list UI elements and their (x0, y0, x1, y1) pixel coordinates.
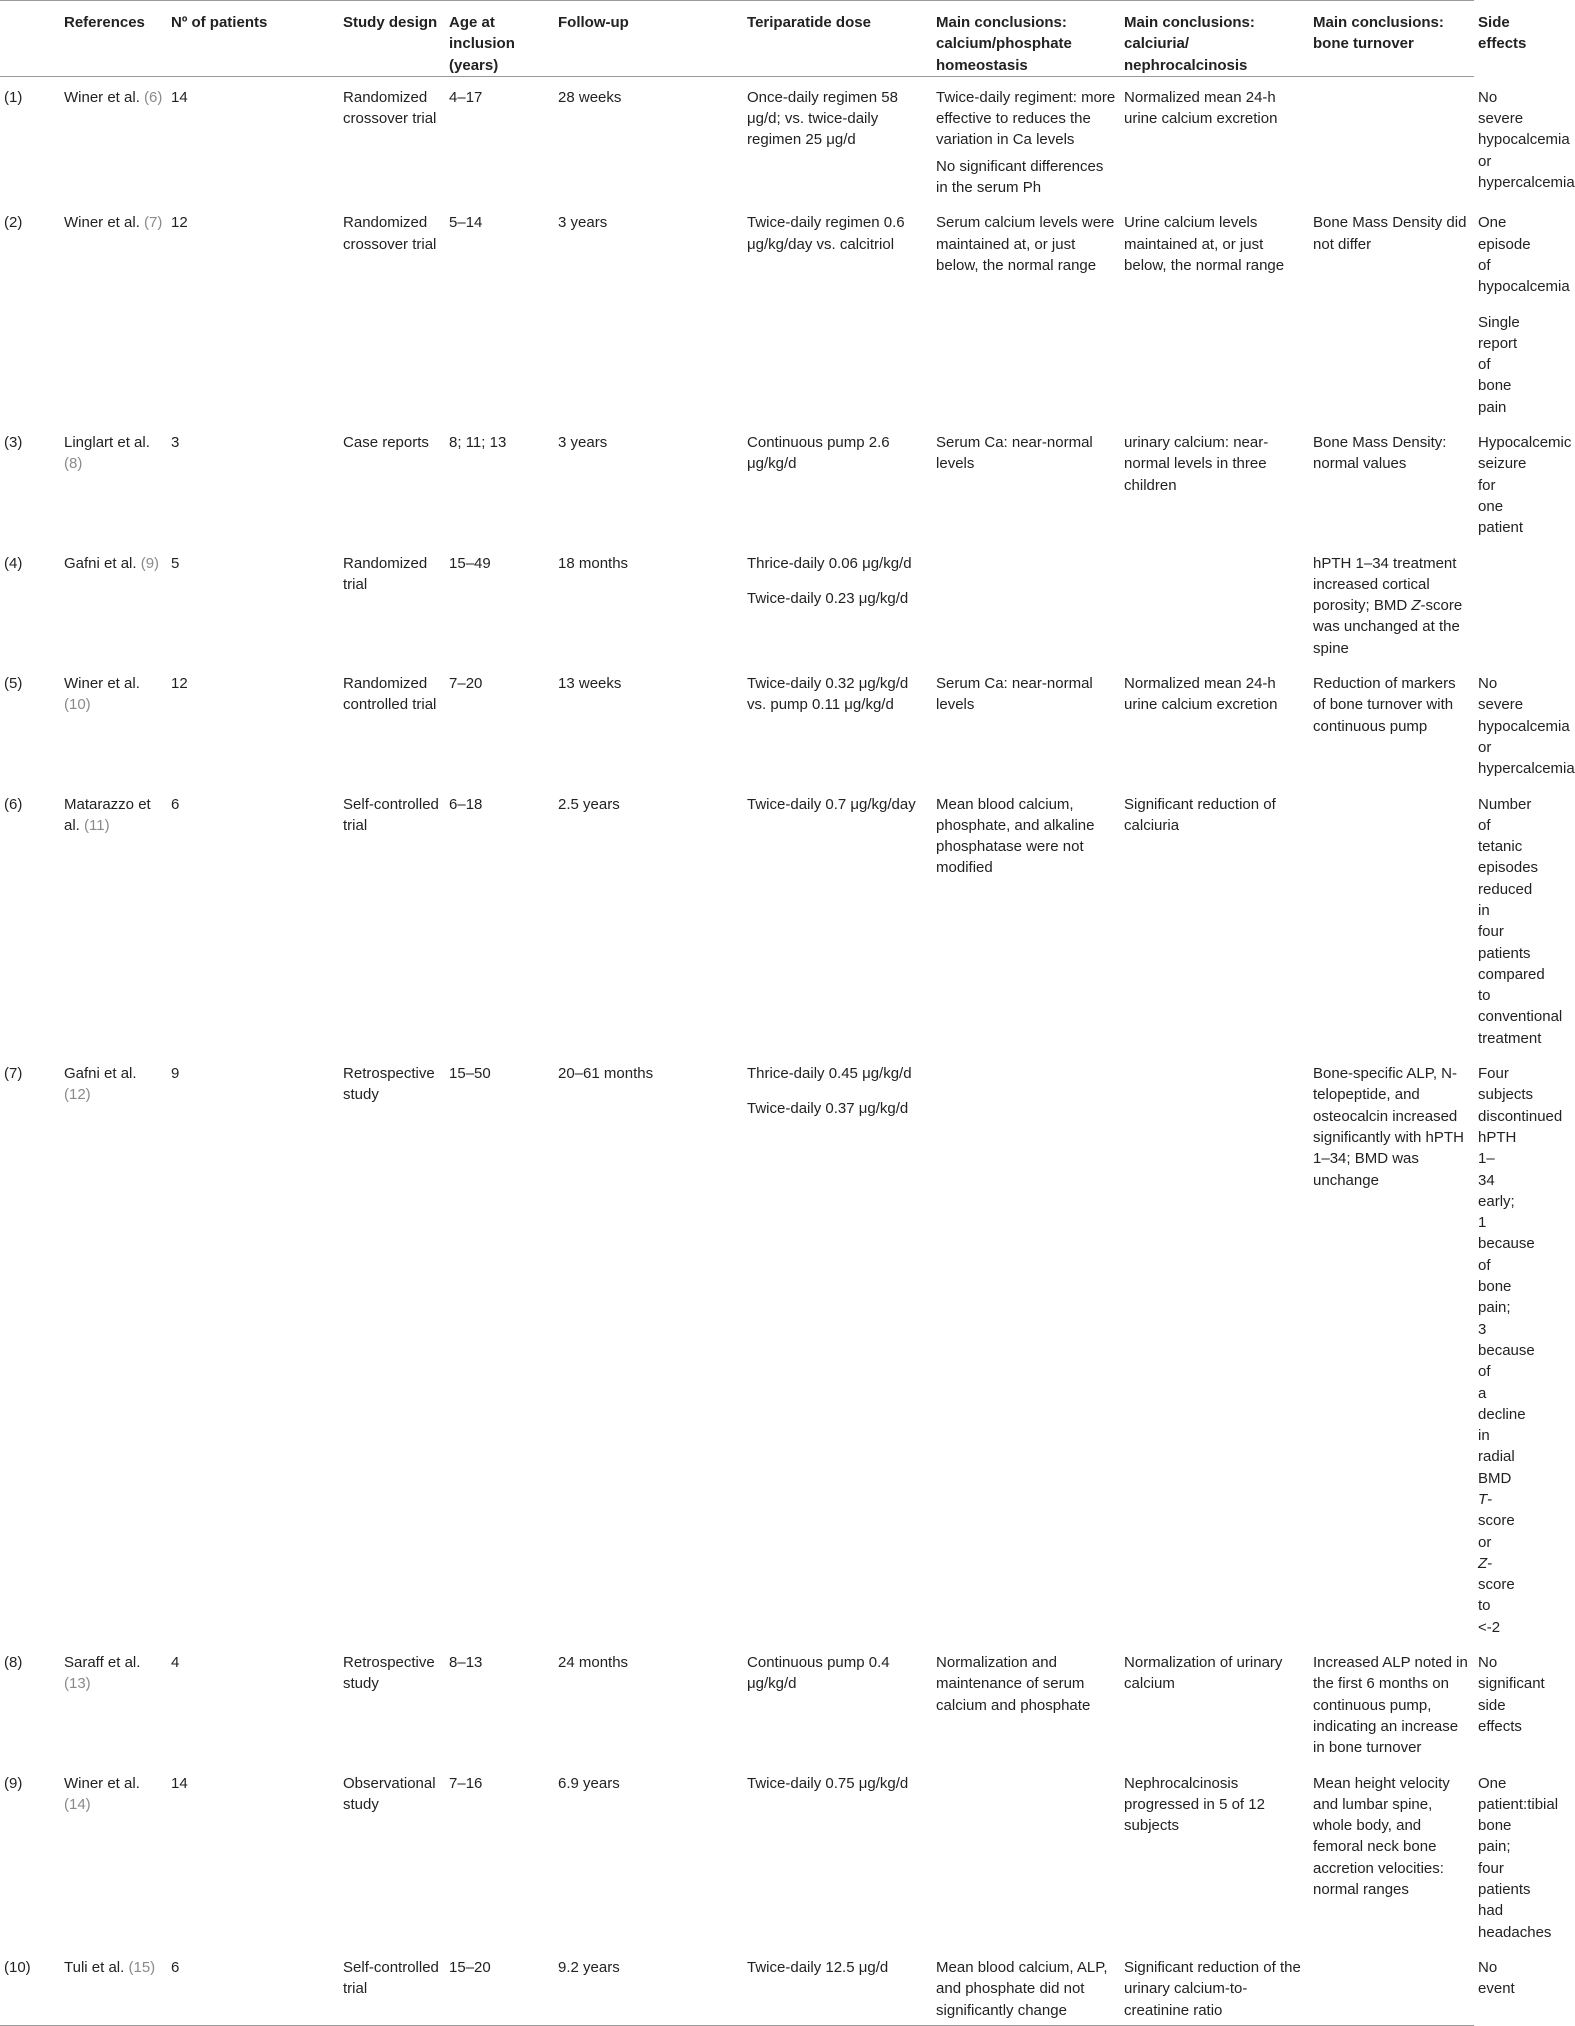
reference-link: (12) (64, 1086, 91, 1104)
author-name: Saraff et al. (64, 1654, 141, 1672)
teriparatide-dose (743, 784, 932, 1054)
study-reference (60, 422, 167, 542)
study-design (339, 1642, 445, 1762)
follow-up (554, 1763, 743, 1947)
bone-turnover-conclusion (1309, 422, 1474, 542)
patient-count (167, 784, 339, 1054)
age-at-inclusion (445, 1053, 554, 1642)
age-value: 5–14 (449, 214, 483, 232)
bone-turnover-conclusion-item: Mean height velocity and lumbar spine, whole body, and femoral neck bone accretion velocities: normal ranges (1313, 1774, 1450, 1899)
teriparatide-dose (743, 543, 932, 663)
calcium-phosphate-conclusion-item: Mean blood calcium, phosphate, and alkaline phosphatase were not modified (936, 795, 1095, 877)
reference-link: (8) (64, 455, 83, 473)
bone-turnover-conclusion (1309, 202, 1474, 422)
patient-count (167, 543, 339, 663)
patient-count (167, 422, 339, 542)
follow-up (554, 1947, 743, 2025)
patients-value: 14 (171, 88, 188, 106)
table-row (0, 543, 1474, 663)
patient-count (167, 76, 339, 202)
teriparatide-dose-item: Twice-daily 0.7 μg/kg/day (747, 795, 916, 813)
study-index (0, 1053, 60, 1642)
calciuria-conclusion-item: Normalized mean 24-h urine calcium excretion (1124, 675, 1278, 714)
calciuria-conclusion-item: Urine calcium levels maintained at, or just below, the normal range (1124, 214, 1285, 274)
calcium-phosphate-conclusion-item: Mean blood calcium, ALP, and phosphate did not significantly change (936, 1958, 1108, 2019)
side-effects-fragment: -score to <-2 (1478, 1554, 1515, 1636)
follow-up (554, 1642, 743, 1762)
follow-up (554, 76, 743, 202)
bone-turnover-conclusion (1309, 1053, 1474, 1642)
bone-turnover-conclusion-item: Bone Mass Density: normal values (1313, 434, 1447, 473)
study-number: (5) (4, 675, 23, 693)
followup-value: 3 years (558, 434, 608, 452)
teriparatide-dose (743, 1947, 932, 2025)
bone-turnover-conclusion-fragment: Z (1411, 597, 1421, 615)
follow-up (554, 422, 743, 542)
patients-value: 12 (171, 214, 188, 232)
study-design (339, 202, 445, 422)
bone-turnover-conclusion (1309, 543, 1474, 663)
side-effects-item: No significant side effects (1478, 1654, 1545, 1735)
followup-value: 28 weeks (558, 88, 622, 106)
teriparatide-dose-item: Twice-daily regimen 0.6 μg/kg/day vs. calcitriol (747, 214, 905, 253)
calciuria-conclusion-item: Nephrocalcinosis progressed in 5 of 12 subjects (1124, 1774, 1265, 1835)
bone-turnover-conclusion-item: Bone Mass Density did not differ (1313, 214, 1467, 253)
age-value: 15–50 (449, 1065, 491, 1083)
design-value: Retrospective study (343, 1065, 435, 1104)
teriparatide-dose-item: Twice-daily 0.32 μg/kg/d vs. pump 0.11 μg/kg/d (747, 675, 909, 714)
followup-value: 6.9 years (558, 1774, 620, 1792)
age-at-inclusion (445, 1642, 554, 1762)
teriparatide-dose-item: Continuous pump 2.6 μg/kg/d (747, 434, 890, 473)
calcium-phosphate-conclusion-item: Serum calcium levels were maintained at, or just below, the normal range (936, 214, 1115, 274)
header-calcium-phosphate: Main conclusions: calcium/phosphate homeostasis (932, 1, 1120, 77)
reference-link: (13) (64, 1675, 91, 1693)
followup-value: 9.2 years (558, 1958, 620, 1976)
study-reference (60, 202, 167, 422)
bone-turnover-conclusion-item: Reduction of markers of bone turnover with continuous pump (1313, 675, 1456, 735)
calcium-phosphate-conclusion (932, 784, 1120, 1054)
table-row (0, 663, 1474, 783)
bone-turnover-conclusion (1309, 1763, 1474, 1947)
bone-turnover-conclusion (1309, 1947, 1474, 2025)
study-reference (60, 543, 167, 663)
calcium-phosphate-conclusion (932, 76, 1120, 202)
study-reference (60, 76, 167, 202)
calciuria-conclusion (1120, 202, 1309, 422)
design-value: Observational study (343, 1774, 436, 1813)
header-study-design: Study design (339, 1, 445, 77)
calciuria-conclusion (1120, 1763, 1309, 1947)
author-name: Gafni et al. (64, 1065, 137, 1083)
study-number: (6) (4, 795, 23, 813)
followup-value: 18 months (558, 554, 629, 572)
design-value: Retrospective study (343, 1654, 435, 1693)
table-row (0, 784, 1474, 1054)
design-value: Case reports (343, 434, 429, 452)
calcium-phosphate-conclusion (932, 1642, 1120, 1762)
follow-up (554, 543, 743, 663)
study-number: (10) (4, 1958, 31, 1976)
header-index (0, 1, 60, 77)
teriparatide-dose (743, 76, 932, 202)
header-age: Age at inclusion (years) (445, 1, 554, 77)
calcium-phosphate-conclusion (932, 1053, 1120, 1642)
teriparatide-dose (743, 202, 932, 422)
teriparatide-dose-item: Twice-daily 12.5 μg/d (747, 1958, 889, 1976)
calcium-phosphate-conclusion-item: Serum Ca: near-normal levels (936, 434, 1093, 473)
study-index (0, 1642, 60, 1762)
age-at-inclusion (445, 1947, 554, 2025)
design-value: Randomized crossover trial (343, 214, 437, 253)
followup-value: 2.5 years (558, 795, 620, 813)
teriparatide-dose-item: Thrice-daily 0.06 μg/kg/d (747, 554, 912, 572)
study-index (0, 543, 60, 663)
bone-turnover-conclusion (1309, 76, 1474, 202)
side-effects-fragment: -score or (1478, 1491, 1515, 1551)
patients-value: 5 (171, 554, 180, 572)
study-index (0, 1947, 60, 2025)
header-patients: Nº of patients (167, 1, 339, 77)
calciuria-conclusion (1120, 784, 1309, 1054)
author-name: Matarazzo et al. (64, 795, 151, 834)
age-value: 8; 11; 13 (449, 434, 507, 452)
patient-count (167, 202, 339, 422)
study-reference (60, 1947, 167, 2025)
patient-count (167, 1053, 339, 1642)
study-design (339, 422, 445, 542)
design-value: Self-controlled trial (343, 1958, 439, 1998)
study-design (339, 663, 445, 783)
age-value: 15–49 (449, 554, 491, 572)
calcium-phosphate-conclusion (932, 663, 1120, 783)
calcium-phosphate-conclusion (932, 422, 1120, 542)
age-value: 8–13 (449, 1654, 483, 1672)
bone-turnover-conclusion-item: Increased ALP noted in the first 6 months on continuous pump, indicating an increase in bone turnover (1313, 1654, 1468, 1757)
table-row (0, 1947, 1474, 2025)
study-number: (3) (4, 434, 23, 452)
calcium-phosphate-conclusion (932, 202, 1120, 422)
author-name: Linglart et al. (64, 434, 150, 452)
calcium-phosphate-conclusion-item: Twice-daily regiment: more effective to reduces the variation in Ca levels (936, 88, 1116, 149)
side-effects-item: No severe hypocalcemia or hypercalcemia (1478, 88, 1575, 192)
study-reference (60, 784, 167, 1054)
reference-link: (10) (64, 696, 91, 714)
side-effects-item: Hypocalcemic seizure for one patient (1478, 434, 1572, 537)
followup-value: 24 months (558, 1654, 629, 1672)
age-value: 7–20 (449, 675, 483, 693)
table-row (0, 76, 1474, 202)
study-index (0, 663, 60, 783)
age-at-inclusion (445, 784, 554, 1054)
table-row (0, 1642, 1474, 1762)
calciuria-conclusion (1120, 422, 1309, 542)
patients-value: 14 (171, 1774, 188, 1792)
study-index (0, 76, 60, 202)
header-row: References Nº of patients Study design Age at inclusion (years) Follow-up Teriparatide dose Main conclusions: calcium/phosphate homeostasis Main conclusions: calciuria/ nephrocalcinosis Main conclusions: bone turnover Side effects (0, 1, 1474, 77)
side-effects-item: No severe hypocalcemia or hypercalcemia (1478, 675, 1575, 778)
study-reference (60, 1053, 167, 1642)
bone-turnover-conclusion (1309, 784, 1474, 1054)
reference-link: (11) (84, 816, 110, 834)
side-effects-item: Number of tetanic episodes reduced in four patients compared to conventional treatment (1478, 795, 1563, 1047)
study-number: (8) (4, 1654, 23, 1672)
side-effects-fragment: Four subjects discontinued hPTH 1–34 early; 1 because of bone pain; 3 because of a decline in radial BMD (1478, 1065, 1563, 1487)
patients-value: 3 (171, 434, 180, 452)
calcium-phosphate-conclusion-item: Normalization and maintenance of serum calcium and phosphate (936, 1654, 1091, 1714)
patient-count (167, 1642, 339, 1762)
bone-turnover-conclusion (1309, 1642, 1474, 1762)
study-number: (2) (4, 214, 23, 232)
follow-up (554, 663, 743, 783)
study-design (339, 784, 445, 1054)
patients-value: 12 (171, 675, 188, 693)
followup-value: 3 years (558, 214, 608, 232)
side-effects-item: No event (1478, 1958, 1515, 1998)
reference-link: (7) (144, 214, 163, 232)
teriparatide-dose (743, 663, 932, 783)
age-value: 6–18 (449, 795, 483, 813)
table-header (0, 1, 1527, 77)
age-at-inclusion (445, 543, 554, 663)
teriparatide-dose (743, 422, 932, 542)
calciuria-conclusion-item: Significant reduction of calciuria (1124, 795, 1276, 834)
table-row (0, 1053, 1474, 1642)
follow-up (554, 202, 743, 422)
followup-value: 13 weeks (558, 675, 622, 693)
header-references: References (60, 1, 167, 77)
bone-turnover-conclusion-fragment: hPTH 1–34 treatment increased cortical porosity; BMD (1313, 554, 1457, 615)
follow-up (554, 784, 743, 1054)
teriparatide-dose (743, 1763, 932, 1947)
calciuria-conclusion (1120, 543, 1309, 663)
author-name: Winer et al. (64, 214, 140, 232)
calciuria-conclusion (1120, 76, 1309, 202)
side-effects-item: One patient:tibial bone pain; four patients had headaches (1478, 1774, 1559, 1941)
age-value: 15–20 (449, 1958, 491, 1976)
header-dose: Teriparatide dose (743, 1, 932, 77)
calciuria-conclusion-item: Normalization of urinary calcium (1124, 1654, 1283, 1693)
reference-link: (14) (64, 1795, 91, 1813)
table-row (0, 1763, 1474, 1947)
study-number: (7) (4, 1065, 23, 1083)
patients-value: 4 (171, 1654, 180, 1672)
teriparatide-dose-item: Twice-daily 0.75 μg/kg/d (747, 1774, 909, 1792)
table-body (0, 76, 1575, 2025)
study-index (0, 1763, 60, 1947)
header-bone-turnover: Main conclusions: bone turnover (1309, 1, 1474, 77)
calciuria-conclusion-item: Significant reduction of the urinary calcium-to-creatinine ratio (1124, 1958, 1301, 2019)
study-design (339, 76, 445, 202)
age-value: 7–16 (449, 1774, 483, 1792)
design-value: Randomized trial (343, 554, 428, 593)
patient-count (167, 663, 339, 783)
calciuria-conclusion-item: urinary calcium: near-normal levels in three children (1124, 434, 1269, 494)
header-follow-up: Follow-up (554, 1, 743, 77)
calcium-phosphate-conclusion (932, 1947, 1120, 2025)
patients-value: 6 (171, 795, 180, 813)
teriparatide-dose-item: Twice-daily 0.37 μg/kg/d (747, 1100, 909, 1118)
calcium-phosphate-conclusion-item: No significant differences in the serum Ph (936, 157, 1104, 197)
side-effects-fragment: T (1478, 1491, 1488, 1508)
calcium-phosphate-conclusion (932, 543, 1120, 663)
calciuria-conclusion (1120, 1053, 1309, 1642)
author-name: Winer et al. (64, 88, 140, 106)
study-design (339, 1053, 445, 1642)
header-calciuria: Main conclusions: calciuria/ nephrocalcinosis (1120, 1, 1309, 77)
reference-link: (15) (128, 1958, 156, 1976)
study-index (0, 202, 60, 422)
study-number: (9) (4, 1774, 23, 1792)
calciuria-conclusion (1120, 663, 1309, 783)
study-index (0, 784, 60, 1054)
patient-count (167, 1763, 339, 1947)
study-reference (60, 663, 167, 783)
author-name: Winer et al. (64, 1774, 140, 1792)
study-reference (60, 1642, 167, 1762)
calciuria-conclusion (1120, 1947, 1309, 2025)
followup-value: 20–61 months (558, 1065, 654, 1083)
teriparatide-dose-item: Once-daily regimen 58 μg/d; vs. twice-daily regimen 25 μg/d (747, 88, 898, 149)
calcium-phosphate-conclusion (932, 1763, 1120, 1947)
reference-link: (6) (144, 88, 163, 106)
patient-count (167, 1947, 339, 2025)
table-row (0, 422, 1474, 542)
patients-value: 6 (171, 1958, 180, 1976)
design-value: Randomized crossover trial (343, 88, 437, 128)
age-at-inclusion (445, 202, 554, 422)
author-name: Tuli et al. (64, 1958, 125, 1976)
study-index (0, 422, 60, 542)
study-number: (1) (4, 88, 23, 106)
study-number: (4) (4, 554, 23, 572)
calciuria-conclusion-item: Normalized mean 24-h urine calcium excretion (1124, 88, 1278, 128)
follow-up (554, 1053, 743, 1642)
reference-link: (9) (140, 554, 160, 572)
author-name: Winer et al. (64, 675, 140, 693)
side-effects-fragment: Z (1478, 1554, 1488, 1572)
teriparatide-dose (743, 1642, 932, 1762)
bone-turnover-conclusion (1309, 663, 1474, 783)
age-at-inclusion (445, 663, 554, 783)
teriparatide-dose-item: Thrice-daily 0.45 μg/kg/d (747, 1065, 912, 1083)
bone-turnover-conclusion-fragment: -score was unchanged at the spine (1313, 597, 1463, 657)
study-reference (60, 1763, 167, 1947)
age-at-inclusion (445, 422, 554, 542)
calciuria-conclusion (1120, 1642, 1309, 1762)
age-value: 4–17 (449, 88, 483, 106)
patients-value: 9 (171, 1065, 180, 1083)
study-design (339, 1947, 445, 2025)
teriparatide-dose (743, 1053, 932, 1642)
teriparatide-dose-item: Continuous pump 0.4 μg/kg/d (747, 1654, 890, 1693)
design-value: Self-controlled trial (343, 795, 439, 834)
study-design (339, 543, 445, 663)
teriparatide-dose-item: Twice-daily 0.23 μg/kg/d (747, 589, 909, 607)
age-at-inclusion (445, 1763, 554, 1947)
author-name: Gafni et al. (64, 554, 137, 572)
bone-turnover-conclusion-item: Bone-specific ALP, N-telopeptide, and osteocalcin increased significantly with hPTH 1–34; BMD was unchange (1313, 1065, 1464, 1189)
calcium-phosphate-conclusion-item: Serum Ca: near-normal levels (936, 675, 1093, 714)
side-effects-item: One episode of hypocalcemia (1478, 214, 1570, 296)
age-at-inclusion (445, 76, 554, 202)
study-design (339, 1763, 445, 1947)
table-row: (2) Winer et al. (7) 12 Randomized crossover trial 5–14 3 years Twice-daily regimen 0.6 μg/kg/day vs. calcitriol Serum calcium levels were maintained at, or just below, the normal range Urine calcium levels maintained at, or just below, the normal range Bone Mass Density did not differ One episode of hypocalcemia Single report of bone pain (0, 202, 1474, 422)
design-value: Randomized controlled trial (343, 675, 437, 714)
